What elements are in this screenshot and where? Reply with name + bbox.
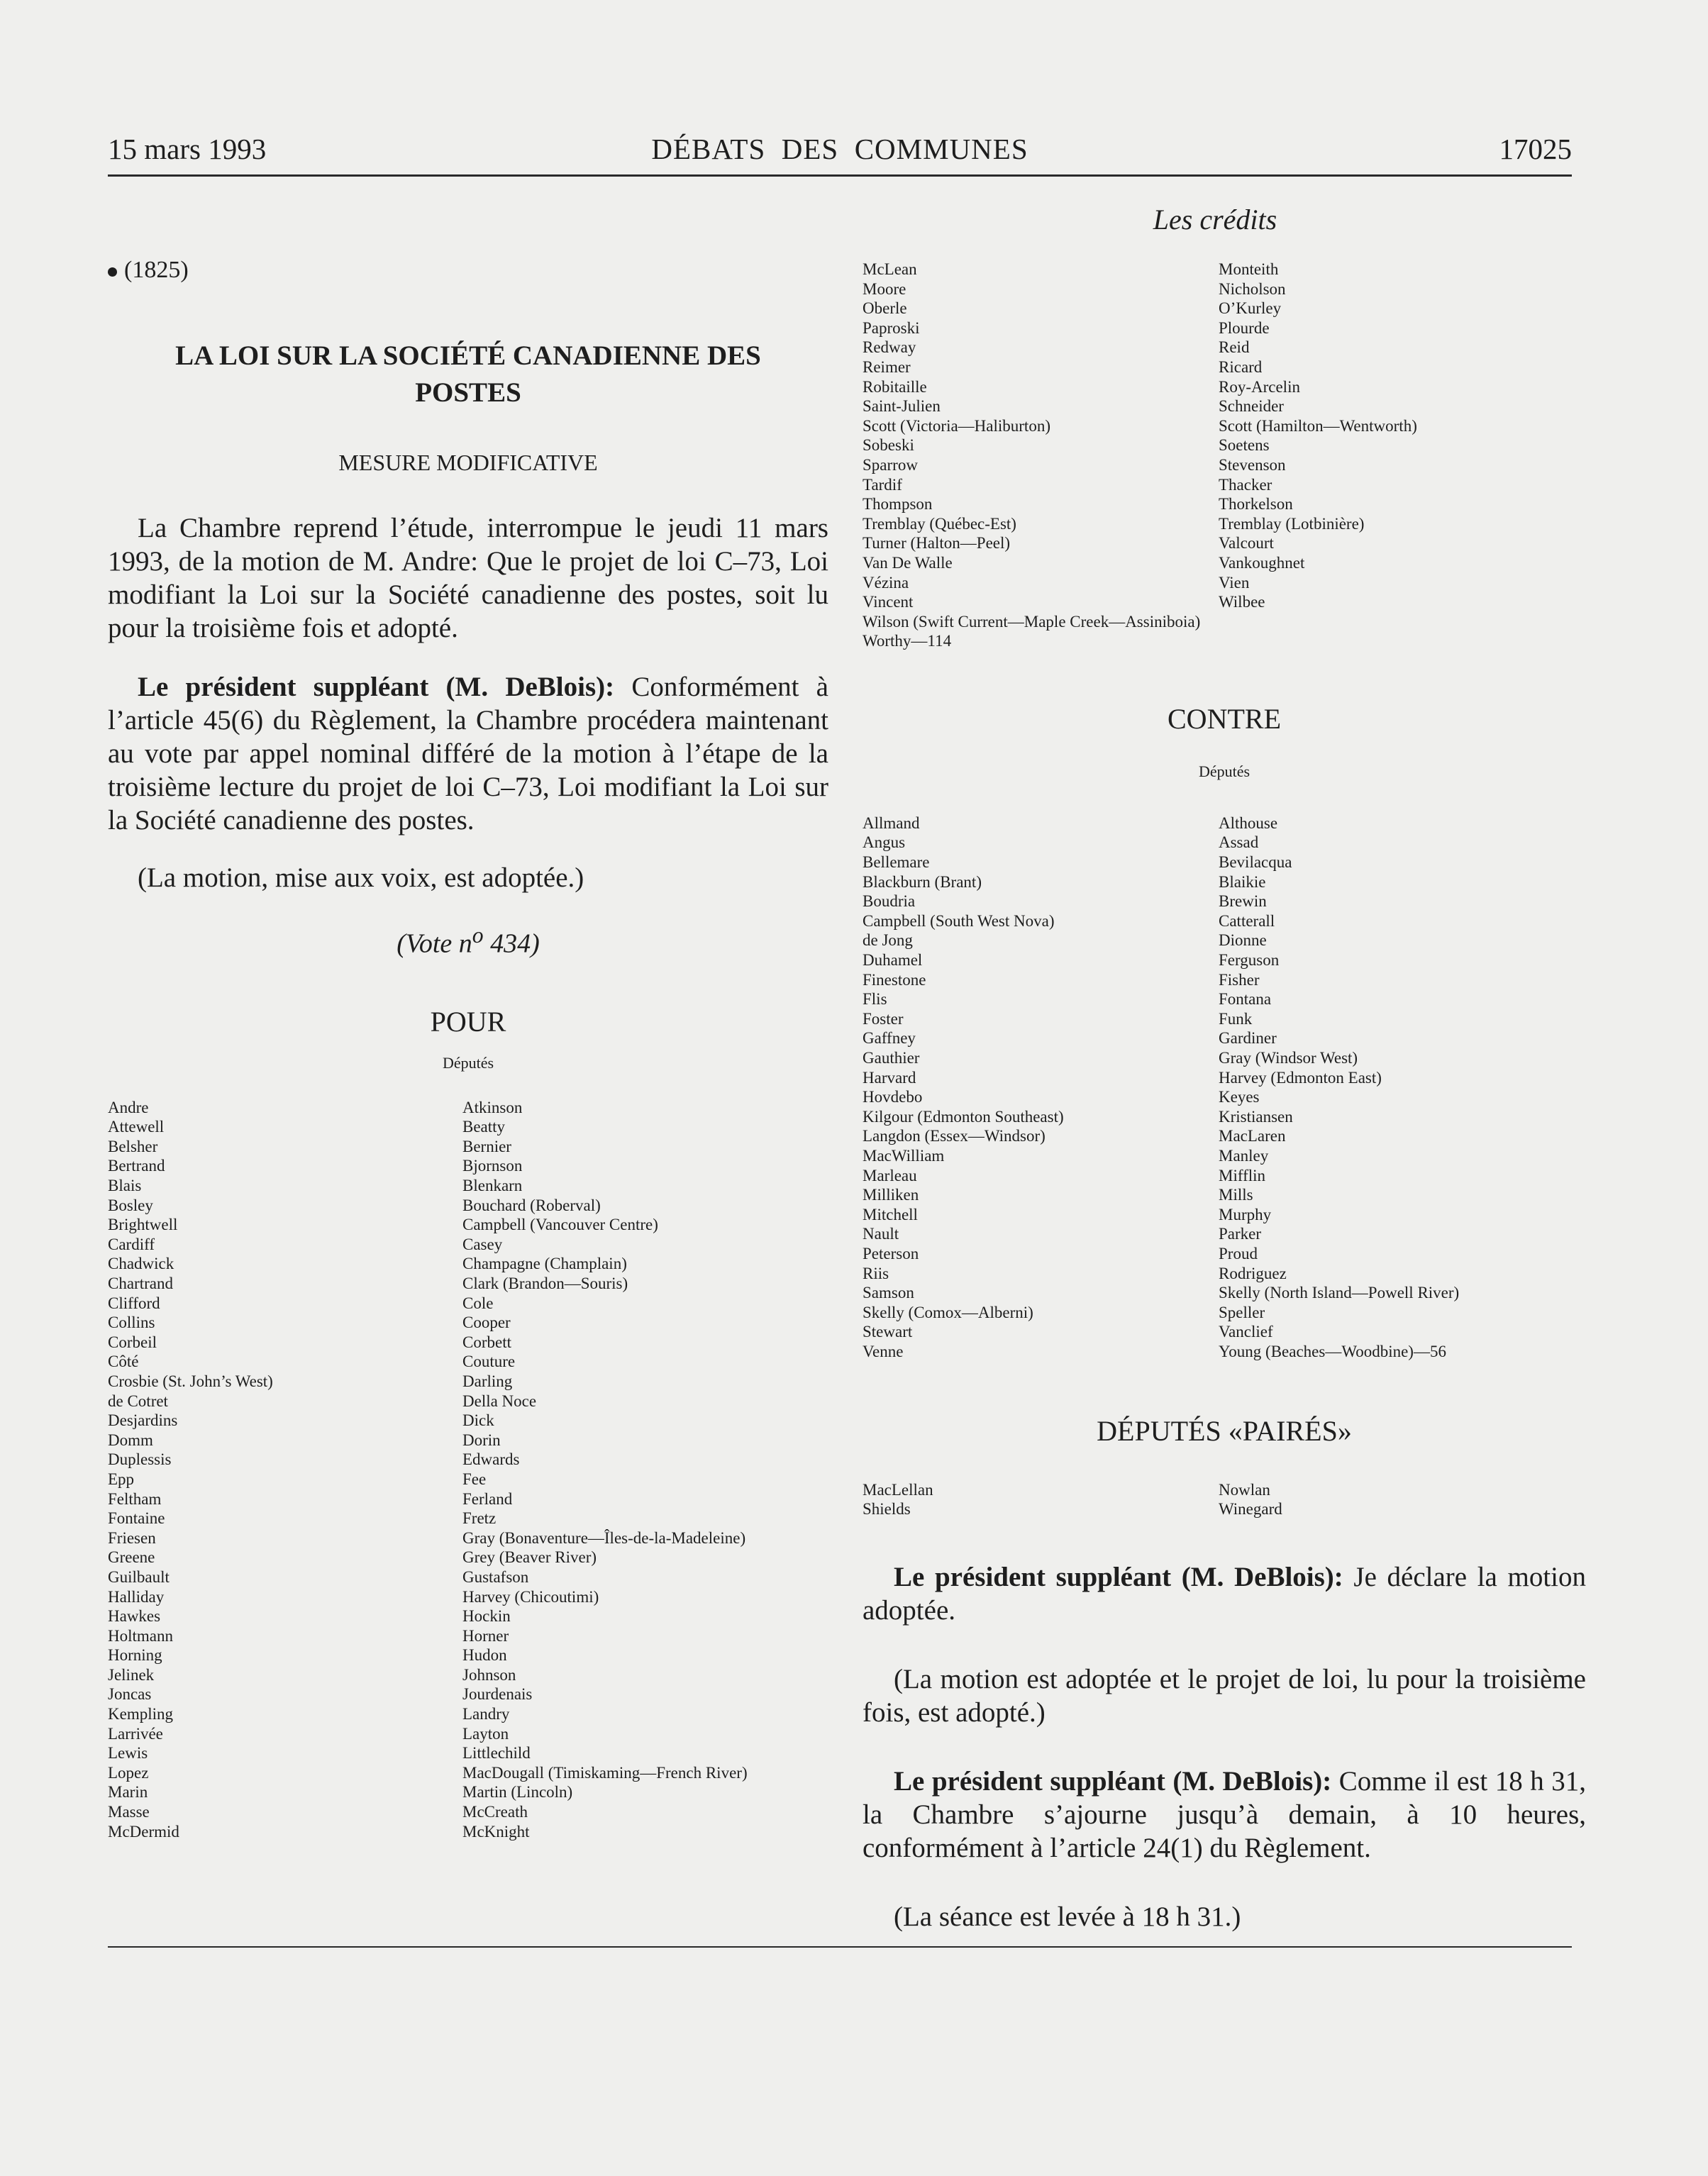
paires-list	[863, 1480, 1586, 1519]
member-name: Halliday	[108, 1587, 165, 1606]
paires-heading: DÉPUTÉS «PAIRÉS»	[1097, 1414, 1352, 1447]
member-name: Greene	[108, 1548, 155, 1567]
member-name: Blais	[108, 1177, 142, 1195]
member-name: Reid	[1219, 338, 1250, 357]
speaker-text: Je déclare la motion adoptée.	[863, 1561, 1587, 1626]
vote-sup: o	[472, 923, 484, 948]
member-name: Funk	[1219, 1009, 1253, 1028]
member-name: Desjardins	[108, 1411, 178, 1430]
running-head: Les crédits	[1153, 204, 1277, 235]
member-name: Kristiansen	[1219, 1107, 1293, 1126]
member-name: Bosley	[108, 1196, 153, 1214]
member-name: Chartrand	[108, 1275, 173, 1292]
member-name: Assad	[1219, 833, 1259, 852]
time-marker	[108, 257, 828, 292]
pour-list-right	[863, 260, 1586, 612]
member-name: Côté	[108, 1353, 139, 1371]
pour-tail-2: Worthy—114	[863, 632, 952, 650]
member-name: Nault	[863, 1225, 899, 1243]
member-name: McCreath	[462, 1803, 528, 1821]
member-name: Bertrand	[108, 1157, 165, 1175]
contre-heading: CONTRE	[1168, 702, 1281, 735]
member-name: MacDougall (Timiskaming—French River)	[462, 1763, 748, 1782]
pour-column-3	[863, 260, 1219, 612]
member-name: MacWilliam	[863, 1146, 945, 1165]
member-name: Boudria	[863, 892, 916, 911]
page-header	[108, 132, 1572, 177]
member-name: Cole	[462, 1294, 494, 1312]
member-name: Horner	[462, 1626, 509, 1645]
member-name: Gray (Windsor West)	[1219, 1049, 1358, 1067]
member-name: Soetens	[1219, 436, 1270, 455]
member-name: Turner (Halton—Peel)	[863, 534, 1011, 553]
member-name: Joncas	[108, 1685, 152, 1704]
member-name: Collins	[108, 1314, 155, 1332]
member-name: Johnson	[462, 1665, 516, 1684]
member-name: Murphy	[1219, 1205, 1272, 1223]
member-name: Scott (Victoria—Haliburton)	[863, 416, 1050, 435]
member-name: Landry	[462, 1705, 510, 1723]
contre-column-1	[863, 814, 1219, 1362]
member-name: Lopez	[108, 1763, 149, 1782]
member-name: Allmand	[863, 814, 920, 832]
member-name: Skelly (Comox—Alberni)	[863, 1303, 1033, 1321]
speaker-name: Le président suppléant (M. DeBlois):	[894, 1765, 1332, 1797]
member-name: Feltham	[108, 1489, 162, 1508]
header-title: DÉBATS DES COMMUNES	[651, 133, 1028, 165]
member-name: Hovdebo	[863, 1088, 923, 1106]
member-name: Angus	[863, 833, 906, 852]
member-name: MacLellan	[863, 1480, 933, 1499]
time-marker-text: (1825)	[124, 257, 189, 283]
member-name: Nicholson	[1219, 279, 1286, 298]
member-name: McKnight	[462, 1822, 530, 1841]
bottom-rule	[108, 1946, 1572, 1948]
member-name: Venne	[863, 1342, 904, 1360]
paires-column-2	[1219, 1480, 1575, 1519]
member-name: Gardiner	[1219, 1029, 1277, 1048]
member-name: Reimer	[863, 357, 911, 376]
member-name: Bernier	[462, 1137, 511, 1155]
member-name: Hawkes	[108, 1607, 161, 1626]
member-name: Gustafson	[462, 1567, 529, 1586]
contre-list	[863, 814, 1586, 1362]
header-date: 15 mars 1993	[108, 133, 267, 165]
member-name: Clark (Brandon—Souris)	[462, 1275, 628, 1292]
pour-heading: POUR	[430, 1005, 506, 1038]
member-name: Catterall	[1219, 911, 1275, 930]
member-name: Chadwick	[108, 1255, 174, 1273]
member-name: Vankoughnet	[1219, 553, 1305, 572]
member-name: Friesen	[108, 1528, 156, 1547]
member-name: Gauthier	[863, 1049, 920, 1067]
member-name: Young (Beaches—Woodbine)—56	[1219, 1342, 1446, 1360]
member-name: Brewin	[1219, 892, 1267, 911]
pour-deputes-label: Députés	[442, 1053, 494, 1072]
member-name: Ferland	[462, 1489, 513, 1508]
member-name: Harvey (Chicoutimi)	[462, 1587, 599, 1606]
member-name: Couture	[462, 1353, 516, 1371]
member-name: Layton	[462, 1724, 509, 1743]
contre-deputes-label: Députés	[1198, 762, 1250, 780]
vote-prefix: (Vote n	[396, 928, 472, 959]
member-name: Cooper	[462, 1314, 511, 1332]
member-name: Casey	[462, 1235, 503, 1253]
member-name: Parker	[1219, 1225, 1262, 1243]
member-name: Andre	[108, 1098, 149, 1116]
member-name: McLean	[863, 260, 917, 278]
member-name: Jourdenais	[462, 1685, 533, 1704]
member-name: Speller	[1219, 1303, 1265, 1321]
member-name: Valcourt	[1219, 534, 1274, 553]
member-name: Redway	[863, 338, 916, 357]
member-name: Fontaine	[108, 1509, 165, 1528]
member-name: Thacker	[1219, 475, 1272, 494]
paragraph-resume: La Chambre reprend l’étude, interrompue le jeudi 11 mars 1993, de la motion de M. Andre: Que le projet de loi C–73, Loi modifiant la Loi sur la Société canadienne des postes, soit lu pour la troisième fois et adopté.	[108, 513, 828, 643]
member-name: Fee	[462, 1470, 487, 1488]
member-name: Blackburn (Brant)	[863, 872, 982, 891]
member-name: Tremblay (Lotbinière)	[1219, 514, 1365, 533]
member-name: Jelinek	[108, 1665, 155, 1684]
member-name: Plourde	[1219, 318, 1270, 337]
member-name: Kempling	[108, 1705, 173, 1723]
pour-column-4	[1219, 260, 1575, 612]
member-name: Foster	[863, 1009, 904, 1028]
member-name: Oberle	[863, 299, 907, 318]
member-name: Littlechild	[462, 1744, 531, 1763]
member-name: Roy-Arcelin	[1219, 377, 1300, 396]
member-name: Masse	[108, 1803, 150, 1821]
paragraph-adopted: (La motion est adoptée et le projet de loi, lu pour la troisième fois, est adopté.)	[863, 1663, 1586, 1728]
member-name: Lewis	[108, 1744, 148, 1763]
member-name: Harvard	[863, 1068, 916, 1087]
member-name: Belsher	[108, 1137, 158, 1155]
member-name: Skelly (North Island—Powell River)	[1219, 1284, 1460, 1302]
member-name: Duplessis	[108, 1450, 172, 1469]
pour-column-2	[462, 1098, 824, 1842]
member-name: Sobeski	[863, 436, 914, 455]
member-name: Darling	[462, 1372, 513, 1390]
member-name: Bouchard (Roberval)	[462, 1196, 601, 1214]
member-name: Della Noce	[462, 1392, 537, 1410]
member-name: Holtmann	[108, 1626, 173, 1645]
member-name: Ricard	[1219, 357, 1263, 376]
member-name: Robitaille	[863, 377, 927, 396]
member-name: Samson	[863, 1284, 914, 1302]
member-name: de Jong	[863, 931, 913, 950]
vote-suffix: 434)	[483, 928, 540, 959]
pour-list-left	[108, 1098, 828, 1842]
member-name: Marin	[108, 1783, 148, 1802]
speaker-name: Le président suppléant (M. DeBlois):	[138, 672, 615, 702]
member-name: Mills	[1219, 1186, 1253, 1204]
member-name: Larrivée	[108, 1724, 163, 1743]
member-name: Marleau	[863, 1166, 917, 1184]
member-name: Van De Walle	[863, 553, 953, 572]
member-name: Peterson	[863, 1244, 919, 1262]
member-name: Paproski	[863, 318, 920, 337]
member-name: Vézina	[863, 573, 909, 592]
member-name: Gray (Bonaventure—Îles-de-la-Madeleine)	[462, 1528, 746, 1547]
member-name: Riis	[863, 1264, 889, 1282]
subheading: MESURE MODIFICATIVE	[338, 450, 598, 475]
bullet-icon	[108, 267, 117, 277]
member-name: Horning	[108, 1646, 162, 1665]
member-name: Thorkelson	[1219, 495, 1293, 514]
member-name: Vanclief	[1219, 1323, 1273, 1341]
member-name: Bellemare	[863, 853, 930, 872]
member-name: Fontana	[1219, 990, 1272, 1009]
member-name: Wilbee	[1219, 593, 1265, 611]
member-name: Blenkarn	[462, 1177, 523, 1195]
member-name: MacLaren	[1219, 1127, 1286, 1145]
member-name: Domm	[108, 1431, 153, 1449]
member-name: Winegard	[1219, 1500, 1282, 1519]
member-name: Atkinson	[462, 1098, 523, 1116]
pour-column-1	[108, 1098, 462, 1842]
member-name: Monteith	[1219, 260, 1279, 278]
member-name: Dick	[462, 1411, 494, 1430]
member-name: Schneider	[1219, 397, 1284, 416]
member-name: O’Kurley	[1219, 299, 1282, 318]
member-name: Hockin	[462, 1607, 511, 1626]
member-name: Harvey (Edmonton East)	[1219, 1068, 1382, 1087]
header-page-number: 17025	[1499, 133, 1572, 165]
paragraph-adjourn	[863, 1765, 1586, 1865]
member-name: Shields	[863, 1500, 911, 1519]
member-name: Milliken	[863, 1186, 919, 1204]
member-name: Dorin	[462, 1431, 501, 1449]
member-name: Althouse	[1219, 814, 1278, 832]
member-name: Guilbault	[108, 1567, 170, 1586]
speaker-text: Comme il est 18 h 31, la Chambre s’ajourne jusqu’à demain, à 10 heures, conformément à l’article 24(1) du Règlement.	[863, 1765, 1586, 1863]
member-name: McDermid	[108, 1822, 179, 1841]
paragraph-speaker	[108, 670, 828, 837]
member-name: de Cotret	[108, 1392, 168, 1410]
member-name: Cardiff	[108, 1235, 155, 1253]
member-name: Manley	[1219, 1146, 1269, 1165]
bill-title: LA LOI SUR LA SOCIÉTÉ CANADIENNE DES POSTES	[175, 340, 761, 408]
paragraph-declaration	[863, 1560, 1586, 1627]
right-column	[863, 260, 1586, 1933]
member-name: Beatty	[462, 1118, 506, 1136]
contre-column-2	[1219, 814, 1575, 1362]
member-name: Bevilacqua	[1219, 853, 1292, 872]
member-name: Bjornson	[462, 1157, 523, 1175]
pour-tail-1: Wilson (Swift Current—Maple Creek—Assiniboia)	[863, 612, 1201, 631]
member-name: Hudon	[462, 1646, 507, 1665]
member-name: Corbeil	[108, 1333, 157, 1351]
member-name: Martin (Lincoln)	[462, 1783, 573, 1802]
member-name: Tremblay (Québec-Est)	[863, 514, 1016, 533]
member-name: Finestone	[863, 970, 926, 989]
member-name: Kilgour (Edmonton Southeast)	[863, 1107, 1064, 1126]
member-name: Fisher	[1219, 970, 1260, 989]
member-name: Duhamel	[863, 951, 923, 970]
vote-number	[108, 923, 828, 960]
member-name: Langdon (Essex—Windsor)	[863, 1127, 1046, 1145]
member-name: Mitchell	[863, 1205, 918, 1223]
member-name: Champagne (Champlain)	[462, 1255, 627, 1273]
member-name: Stewart	[863, 1323, 913, 1341]
member-name: Clifford	[108, 1294, 160, 1312]
member-name: Blaikie	[1219, 872, 1266, 891]
left-column	[108, 257, 828, 1841]
paires-column-1	[863, 1480, 1219, 1519]
member-name: Edwards	[462, 1450, 520, 1469]
member-name: Keyes	[1219, 1088, 1260, 1106]
member-name: Tardif	[863, 475, 902, 494]
member-name: Fretz	[462, 1509, 497, 1528]
member-name: Vien	[1219, 573, 1250, 592]
member-name: Nowlan	[1219, 1480, 1270, 1499]
member-name: Rodriguez	[1219, 1264, 1287, 1282]
member-name: Gaffney	[863, 1029, 916, 1048]
paragraph-seance-levee: (La séance est levée à 18 h 31.)	[894, 1901, 1241, 1932]
member-name: Vincent	[863, 593, 914, 611]
member-name: Corbett	[462, 1333, 511, 1351]
member-name: Thompson	[863, 495, 933, 514]
member-name: Epp	[108, 1470, 135, 1488]
speaker-name: Le président suppléant (M. DeBlois):	[894, 1561, 1343, 1592]
speaker-text: Conformément à l’article 45(6) du Règlement, la Chambre procédera maintenant au vote par appel nominal différé de la motion à l’étape de la troisième lecture du projet de loi C–73, Loi modifiant la Loi sur la Société canadienne des postes.	[108, 672, 828, 836]
member-name: Brightwell	[108, 1216, 178, 1234]
member-name: Dionne	[1219, 931, 1267, 950]
member-name: Saint-Julien	[863, 397, 941, 416]
member-name: Moore	[863, 279, 906, 298]
member-name: Mifflin	[1219, 1166, 1266, 1184]
member-name: Stevenson	[1219, 455, 1286, 474]
member-name: Crosbie (St. John’s West)	[108, 1372, 273, 1390]
member-name: Grey (Beaver River)	[462, 1548, 597, 1567]
paragraph-motion: (La motion, mise aux voix, est adoptée.)	[138, 862, 584, 893]
member-name: Attewell	[108, 1118, 165, 1136]
member-name: Flis	[863, 990, 887, 1009]
member-name: Proud	[1219, 1244, 1258, 1262]
member-name: Scott (Hamilton—Wentworth)	[1219, 416, 1417, 435]
member-name: Sparrow	[863, 455, 918, 474]
member-name: Ferguson	[1219, 951, 1280, 970]
member-name: Campbell (South West Nova)	[863, 911, 1055, 930]
member-name: Campbell (Vancouver Centre)	[462, 1216, 658, 1234]
